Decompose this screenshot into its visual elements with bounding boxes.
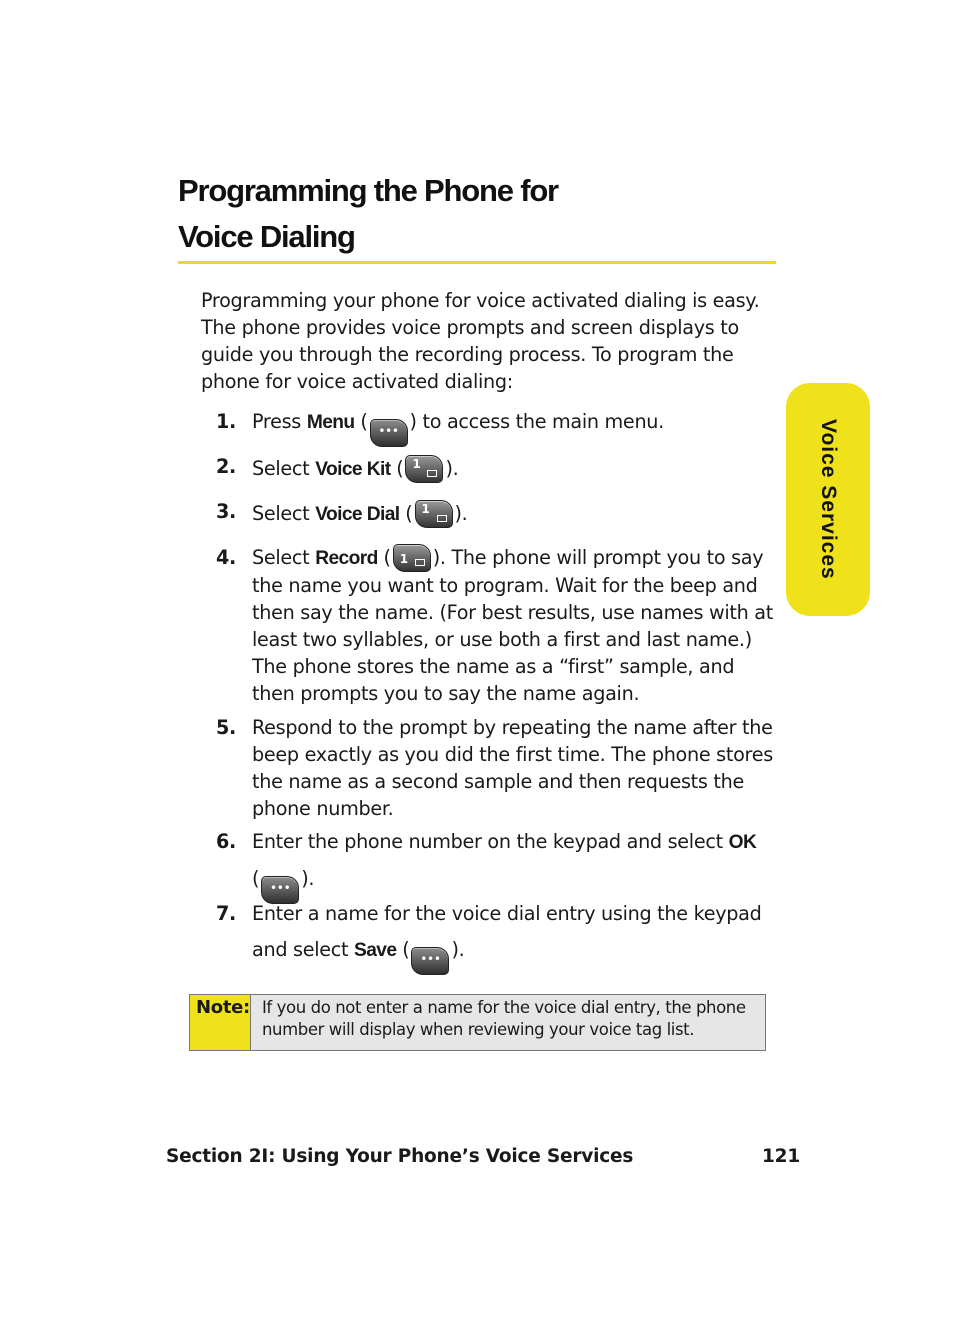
step-text-part: ). The phone will prompt you to say the name you want to program. Wait for the beep and then say the name. (For best results, use names with at least two syllables, or use both a first and last name.) The phone stores the name as a “first” sample, and then prompts you to say the name again. (252, 546, 773, 705)
step-number: 3. (216, 500, 237, 523)
page-footer (166, 1146, 800, 1167)
record-label: Record (315, 548, 378, 569)
note-text: If you do not enter a name for the voice dial entry, the phone number will display when reviewing your voice tag list. (261, 998, 746, 1039)
note-label: Note: (190, 995, 251, 1050)
step-number: 1. (216, 410, 237, 433)
key-digit: 1 (399, 552, 408, 566)
page-title-line-1: Programming the Phone for (178, 173, 558, 208)
footer-section-title: Section 2I: Using Your Phone’s Voice Services (166, 1146, 634, 1167)
step-text-part: ( (377, 546, 391, 569)
step-text-part: Press (252, 410, 307, 433)
step-text (252, 544, 774, 707)
page-title-line-2: Voice Dialing (178, 219, 355, 254)
envelope-icon (415, 559, 425, 566)
voice-kit-label: Voice Kit (315, 459, 391, 480)
step-text-part: ). (451, 938, 465, 961)
menu-label: Menu (306, 412, 355, 433)
section-side-tab (786, 383, 870, 616)
step-number: 6. (216, 830, 237, 853)
step-number: 7. (216, 902, 237, 925)
step-text: Respond to the prompt by repeating the name after the beep exactly as you did the first time. The phone stores the name as a second sample and then requests the phone number. (252, 716, 773, 820)
step-text-part: Select (252, 502, 316, 525)
step-text-part: Select (252, 457, 316, 480)
key-digit: 1 (412, 457, 421, 471)
step-text-part: ( (354, 410, 368, 433)
side-tab-label: Voice Services (817, 419, 840, 580)
step-text-part: Enter the phone number on the keypad and select (252, 830, 729, 853)
key-1-icon (415, 500, 453, 528)
key-1-icon (405, 455, 443, 483)
step-text (252, 896, 774, 975)
step-text-part: ) to access the main menu. (409, 410, 664, 433)
step-number: 5. (216, 716, 237, 739)
step-text-part: ( (399, 502, 413, 525)
note-box (189, 994, 766, 1051)
envelope-icon (437, 515, 447, 522)
step-text-part: ). (301, 867, 315, 890)
menu-softkey-icon: ••• (370, 419, 408, 447)
intro-paragraph: Programming your phone for voice activated dialing is easy. The phone provides voice prompts and screen displays to guide you through the recording process. To program the phone for voice activated dialing: (201, 289, 760, 393)
save-softkey-icon: ••• (411, 947, 449, 975)
step-text (252, 824, 774, 904)
step-text (252, 455, 774, 483)
step-text-part: ( (396, 938, 410, 961)
step-text-part: ). (454, 502, 468, 525)
page-number: 121 (761, 1146, 800, 1167)
step-text (252, 500, 774, 528)
key-1-icon (393, 544, 431, 572)
step-text-part: ( (252, 867, 260, 890)
step-text-part: ( (390, 457, 404, 480)
ok-softkey-icon: ••• (261, 876, 299, 904)
voice-dial-label: Voice Dial (315, 504, 400, 525)
step-text-part: ). (445, 457, 459, 480)
step-text (252, 410, 774, 447)
envelope-icon (427, 470, 437, 477)
page-title (178, 168, 778, 260)
step-text-part: Enter a name for the voice dial entry using the keypad and select (252, 902, 762, 961)
step-number: 4. (216, 546, 237, 569)
step-text-part: Select (252, 546, 316, 569)
key-digit: 1 (421, 502, 430, 516)
ok-label: OK (728, 832, 757, 853)
title-underline (178, 261, 776, 264)
step-number: 2. (216, 455, 237, 478)
save-label: Save (354, 940, 397, 961)
